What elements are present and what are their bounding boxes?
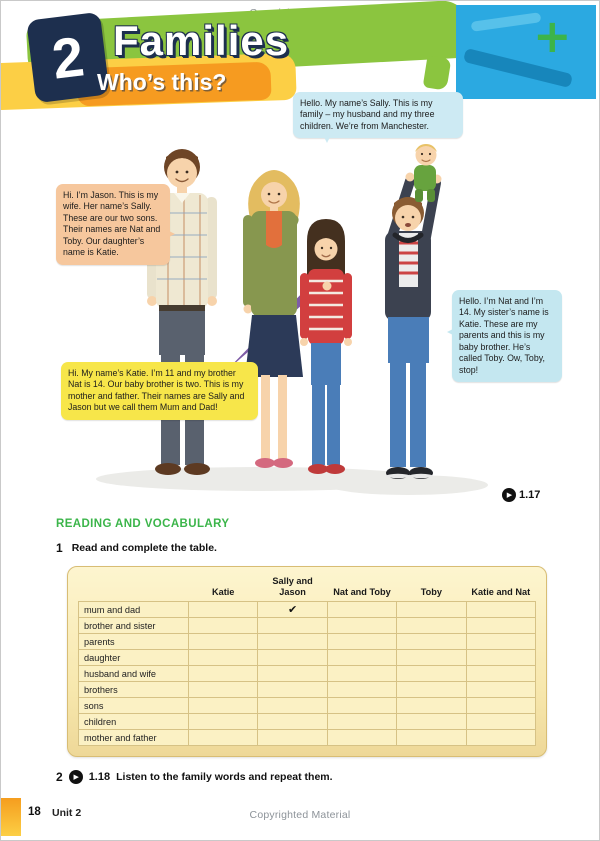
table-row-label: children: [79, 714, 189, 730]
play-icon[interactable]: ▶: [69, 770, 83, 784]
table-column-header: Toby: [420, 586, 442, 597]
table-column-header: Nat and Toby: [333, 586, 391, 597]
exercise-1-instruction: Read and complete the table.: [71, 542, 217, 554]
exercise-1: [56, 541, 217, 555]
exercise-1-number: 1: [56, 541, 63, 555]
table-cell[interactable]: [397, 650, 466, 666]
speech-bubble-katie: Hi. My name’s Katie. I’m 11 and my brother Nat is 14. Our baby brother is two. This is my mother and father. Their names are Sally and Jason but we call them Mum and Dad!: [61, 362, 258, 420]
table-row-label: sons: [79, 698, 189, 714]
paint-drip-green: [423, 55, 452, 90]
table-cell[interactable]: [466, 650, 535, 666]
page-title: Families: [113, 17, 290, 64]
table-cell[interactable]: [466, 602, 535, 618]
table-row-label: brothers: [79, 682, 189, 698]
speech-bubble-nat: Hello. I’m Nat and I’m 14. My sister’s name is Katie. These are my parents and this is my baby brother. He’s called Toby. Ow, Toby, stop!: [452, 290, 562, 382]
table-cell[interactable]: [466, 714, 535, 730]
table-cell[interactable]: [258, 714, 327, 730]
table-row-label: husband and wife: [79, 666, 189, 682]
table-cell[interactable]: [327, 666, 396, 682]
figure-sally: [243, 170, 303, 468]
figure-toby: [414, 144, 437, 202]
table-cell[interactable]: [466, 634, 535, 650]
table-cell[interactable]: [397, 698, 466, 714]
table-cell[interactable]: [466, 730, 535, 746]
copyright-notice-bottom: Copyrighted Material: [249, 809, 351, 821]
table-cell[interactable]: [397, 618, 466, 634]
table-column-header: Katie and Nat: [471, 586, 531, 597]
table-cell[interactable]: [327, 682, 396, 698]
sally-hand: [323, 282, 332, 291]
table-row: [79, 634, 536, 650]
table-row: [79, 602, 536, 618]
section-heading: READING AND VOCABULARY: [56, 518, 230, 530]
table-cell[interactable]: [397, 602, 466, 618]
play-icon[interactable]: ▶: [502, 488, 516, 502]
table-row-label: mother and father: [79, 730, 189, 746]
table-row: [79, 666, 536, 682]
table-cell[interactable]: [327, 650, 396, 666]
table-cell[interactable]: [258, 682, 327, 698]
page-number: 18: [28, 806, 41, 818]
table-row-label: parents: [79, 634, 189, 650]
page-subtitle: Who’s this?: [97, 69, 227, 95]
table-cell[interactable]: [327, 730, 396, 746]
audio-track-number: 1.18: [88, 771, 111, 783]
table-cell[interactable]: [327, 714, 396, 730]
check-mark[interactable]: ✔: [258, 602, 327, 618]
speech-bubble-jason: Hi. I’m Jason. This is my wife. Her name’s Sally. These are our two sons. Their names are Nat and Toby. Our daughter’s name is Katie.: [56, 184, 170, 265]
table-cell[interactable]: [397, 714, 466, 730]
table-cell[interactable]: [189, 650, 258, 666]
table-cell[interactable]: [397, 634, 466, 650]
table-row: [79, 618, 536, 634]
table-cell[interactable]: [189, 602, 258, 618]
table-row: [79, 698, 536, 714]
table-cell[interactable]: [397, 666, 466, 682]
table-cell[interactable]: [189, 698, 258, 714]
table-cell[interactable]: [189, 618, 258, 634]
plus-icon: +: [533, 9, 572, 63]
table-cell[interactable]: [189, 714, 258, 730]
table-row: [79, 650, 536, 666]
audio-track-number: 1.17: [519, 489, 541, 501]
table-header-row: [79, 574, 536, 602]
table-cell[interactable]: [258, 666, 327, 682]
table-cell[interactable]: [327, 602, 396, 618]
table-cell[interactable]: [397, 730, 466, 746]
table-cell[interactable]: [258, 618, 327, 634]
exercise-2: [56, 770, 333, 784]
table-cell[interactable]: [189, 666, 258, 682]
audio-track-1: [502, 488, 540, 502]
table-cell[interactable]: [327, 634, 396, 650]
table-column-header: Katie: [211, 586, 235, 597]
figure-nat: [385, 173, 442, 480]
table-cell[interactable]: [466, 682, 535, 698]
unit-number-badge: 2: [26, 12, 110, 103]
figure-katie: [300, 219, 352, 474]
unit-label: Unit 2: [52, 807, 82, 819]
table-cell[interactable]: [258, 698, 327, 714]
table-cell[interactable]: [327, 698, 396, 714]
speech-bubble-sally: Hello. My name’s Sally. This is my family – my husband and my three children. We’re from Manchester.: [293, 92, 463, 138]
table-column-header: Sally and Jason: [272, 576, 313, 597]
table-cell[interactable]: [327, 618, 396, 634]
table-row: [79, 730, 536, 746]
table-cell[interactable]: [466, 666, 535, 682]
table-corner-cell: [79, 574, 189, 602]
table-cell[interactable]: [189, 730, 258, 746]
table-cell[interactable]: [189, 634, 258, 650]
exercise-2-instruction: Listen to the family words and repeat them.: [116, 771, 333, 783]
family-words-table: [78, 574, 536, 746]
table-cell[interactable]: [258, 730, 327, 746]
table-cell[interactable]: [397, 682, 466, 698]
table-cell[interactable]: [258, 650, 327, 666]
table-row: [79, 714, 536, 730]
table-row-label: brother and sister: [79, 618, 189, 634]
table-cell[interactable]: [466, 698, 535, 714]
table-row-label: mum and dad: [79, 602, 189, 618]
table-cell[interactable]: [258, 634, 327, 650]
exercise-2-number: 2: [56, 770, 63, 784]
table-cell[interactable]: [466, 618, 535, 634]
table-row: [79, 682, 536, 698]
vocabulary-table: [67, 566, 547, 757]
table-cell[interactable]: [189, 682, 258, 698]
table-row-label: daughter: [79, 650, 189, 666]
